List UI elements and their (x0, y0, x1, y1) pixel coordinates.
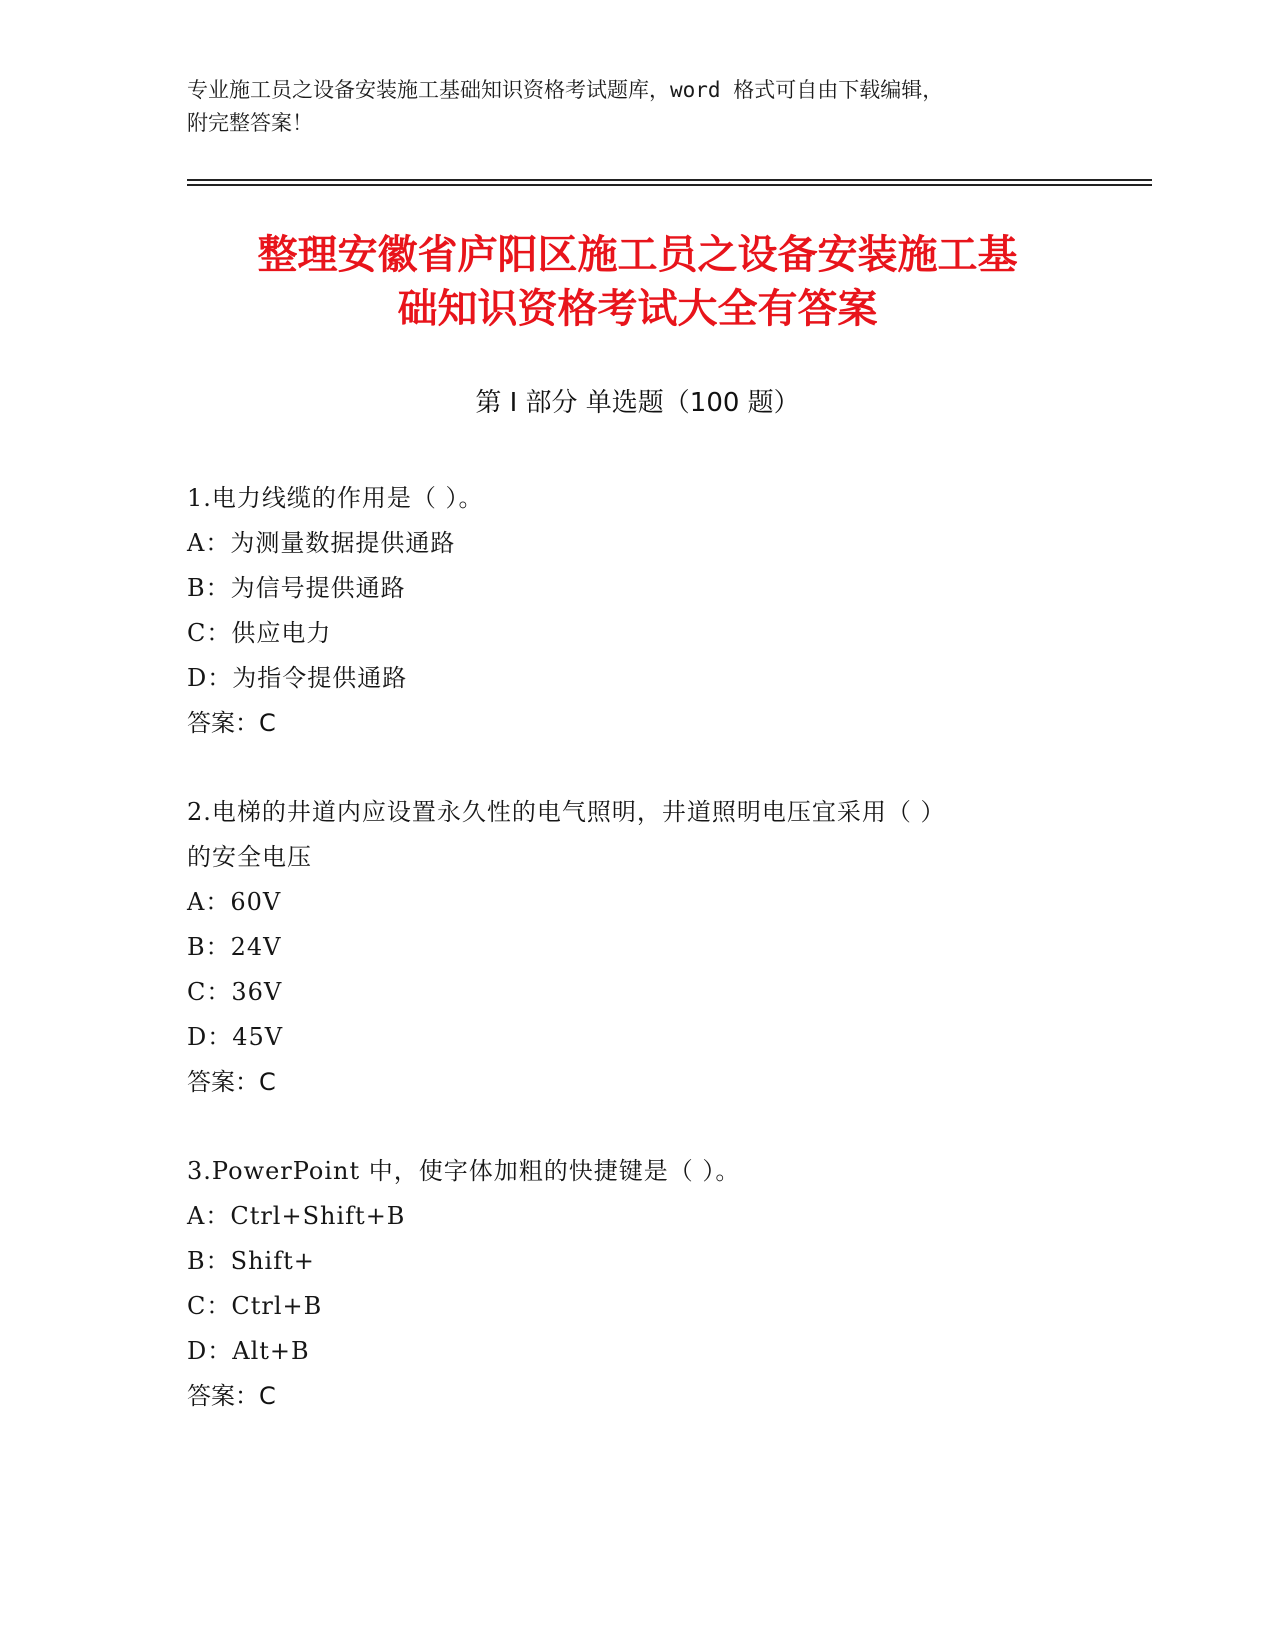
option-d: D：为指令提供通路 (187, 664, 408, 692)
section-heading: 第 I 部分 单选题（100 题） (475, 388, 800, 418)
answer: 答案：C (187, 709, 276, 737)
title-line-2: 础知识资格考试大全有答案 (397, 286, 878, 332)
option-a: A：为测量数据提供通路 (187, 529, 456, 557)
header-line-1: 专业施工员之设备安装施工基础知识资格考试题库，word 格式可自由下载编辑， (187, 78, 944, 102)
option-b: B：24V (187, 933, 282, 961)
question-1 (187, 476, 1087, 746)
question-3 (187, 1149, 1087, 1419)
header-divider-bottom (187, 184, 1152, 186)
document-header-note (187, 74, 1087, 140)
option-c: C：36V (187, 978, 283, 1006)
question-list (187, 476, 1087, 1463)
option-b: B：为信号提供通路 (187, 574, 406, 602)
question-stem: 3.PowerPoint 中，使字体加粗的快捷键是（ ）。 (187, 1157, 741, 1185)
document-title (150, 228, 1125, 336)
answer: 答案：C (187, 1068, 276, 1096)
question-2 (187, 790, 1087, 1105)
title-line-1: 整理安徽省庐阳区施工员之设备安装施工基 (257, 232, 1018, 278)
question-stem: 1.电力线缆的作用是（ ）。 (187, 484, 484, 512)
header-line-2: 附完整答案！ (187, 111, 313, 135)
question-stem-continued: 的安全电压 (187, 843, 312, 871)
option-a: A：Ctrl+Shift+B (187, 1202, 406, 1230)
option-d: D：Alt+B (187, 1337, 310, 1365)
option-d: D：45V (187, 1023, 284, 1051)
question-stem: 2.电梯的井道内应设置永久性的电气照明，井道照明电压宜采用（ ） (187, 798, 946, 826)
option-b: B：Shift+ (187, 1247, 315, 1275)
option-c: C：Ctrl+B (187, 1292, 323, 1320)
option-c: C：供应电力 (187, 619, 332, 647)
header-divider-top (187, 179, 1152, 181)
answer: 答案：C (187, 1382, 276, 1410)
option-a: A：60V (187, 888, 282, 916)
